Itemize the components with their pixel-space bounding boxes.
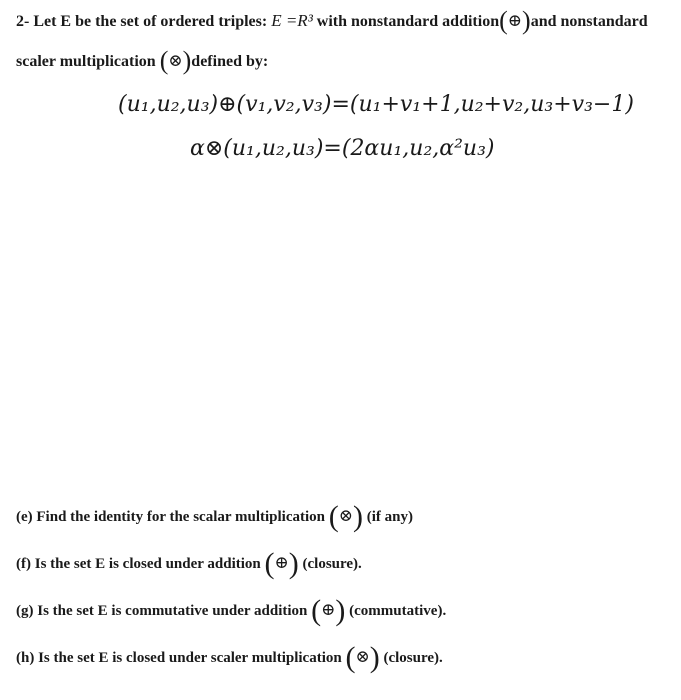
question-e-suffix: (if any): [366, 509, 414, 525]
otimes-symbol: ⊗: [355, 647, 370, 666]
otimes-symbol: ⊗: [168, 51, 183, 70]
question-h: (h) Is the set E is closed under scaler multiplication (⊗) (closure).: [16, 641, 443, 674]
question-h-suffix: (closure).: [383, 650, 443, 666]
question-f-suffix: (closure).: [302, 556, 362, 572]
problem-line-2: scaler multiplication (⊗)defined by:: [16, 46, 269, 75]
question-h-label: (h) Is the set E is closed under scaler multiplication: [16, 650, 342, 666]
line2-text: scaler multiplication: [16, 53, 156, 70]
scalar-rhs: =(2αu₁,u₂,α²u₃): [323, 136, 495, 161]
set-definition: E =R³: [271, 11, 313, 30]
addition-lhs: (u₁,u₂,u₃)⊕(v₁,v₂,v₃): [118, 92, 332, 117]
scalar-equation: [190, 136, 495, 161]
question-g-label: (g) Is the set E is commutative under addition: [16, 603, 308, 619]
question-g: (g) Is the set E is commutative under addition (⊕) (commutative).: [16, 594, 447, 627]
question-f: (f) Is the set E is closed under addition (⊕) (closure).: [16, 547, 362, 580]
line2-text-b: defined by:: [191, 53, 269, 70]
oplus-symbol: ⊕: [321, 600, 336, 619]
question-e-label: (e) Find the identity for the scalar multiplication: [16, 509, 326, 525]
oplus-symbol: ⊕: [274, 553, 289, 572]
intro-text: 2- Let E be the set of ordered triples:: [16, 13, 268, 30]
otimes-symbol: ⊗: [338, 506, 354, 525]
question-e: (e) Find the identity for the scalar multiplication (⊗) (if any): [16, 500, 414, 533]
addition-equation: [118, 92, 634, 117]
intro-text-3: and nonstandard: [530, 13, 648, 30]
addition-rhs: =(u₁+v₁+1,u₂+v₂,u₃+v₃−1): [331, 92, 634, 117]
oplus-symbol: ⊕: [507, 11, 523, 30]
problem-line-1: 2- Let E be the set of ordered triples: E =R³ with nonstandard addition(⊕)and nonstandard: [16, 6, 648, 35]
question-g-suffix: (commutative).: [349, 603, 447, 619]
scalar-lhs: α⊗(u₁,u₂,u₃): [190, 136, 324, 161]
question-f-label: (f) Is the set E is closed under addition: [16, 556, 261, 572]
intro-text-2: with nonstandard addition: [316, 13, 500, 30]
